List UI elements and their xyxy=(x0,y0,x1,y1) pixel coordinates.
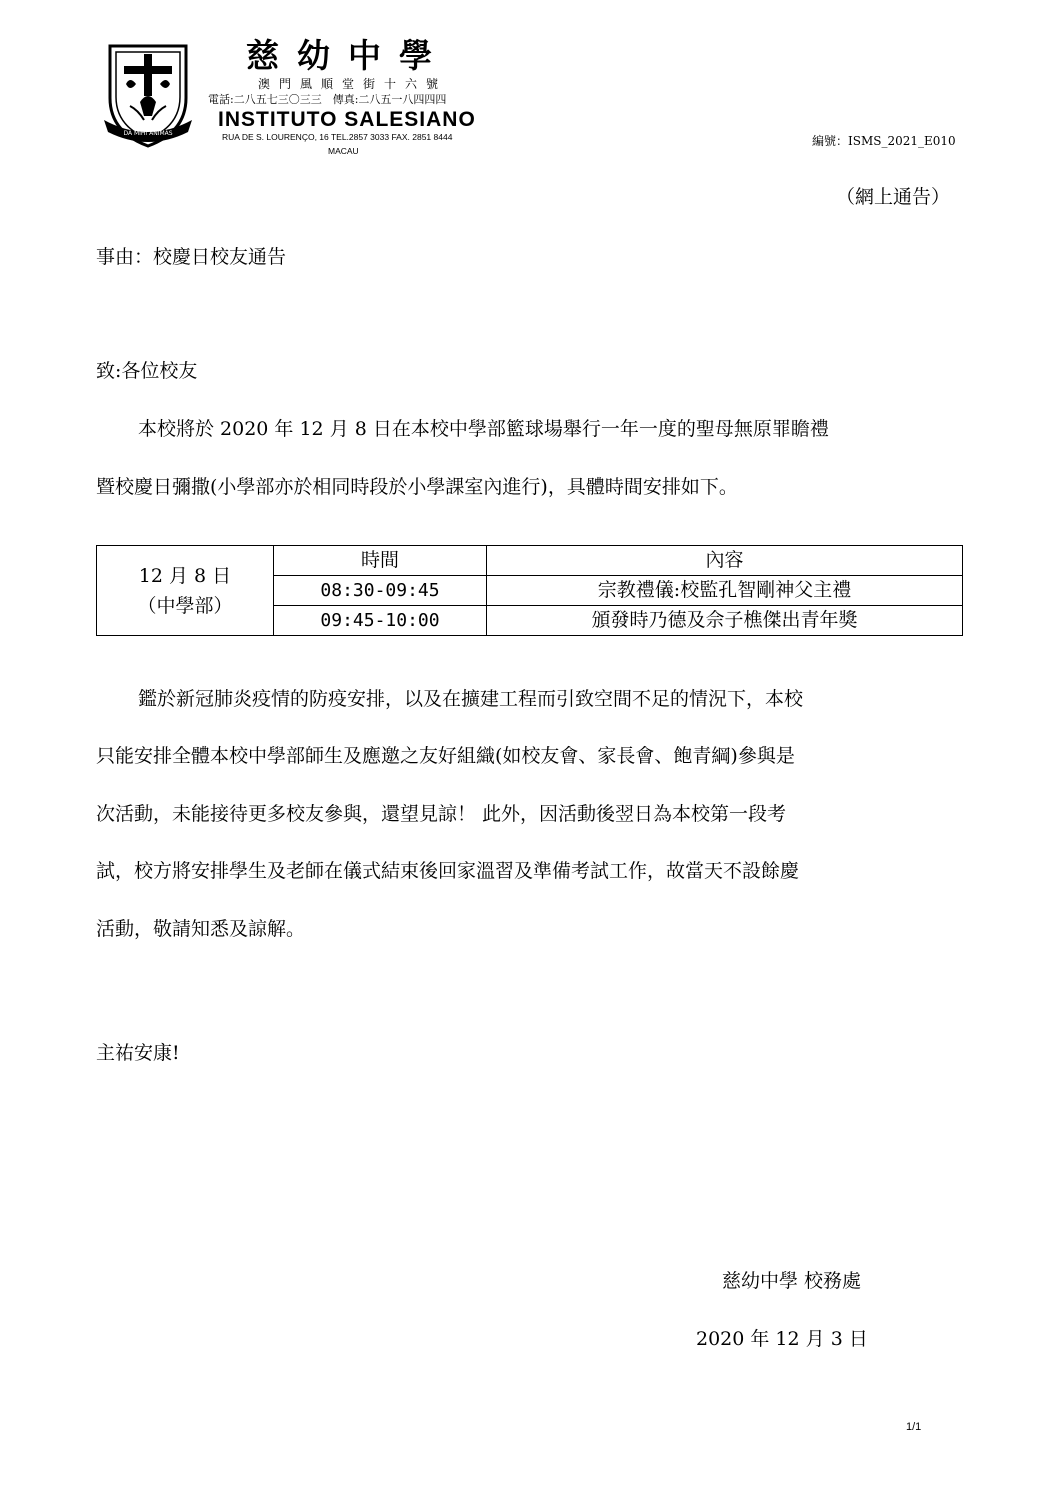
notice-type: （網上通告） xyxy=(836,186,951,208)
paragraph-2-line-2: 只能安排全體本校中學部師生及應邀之友好組織(如校友會、家長會、飽青綱)參與是 xyxy=(96,745,795,767)
paragraph-2-line-4: 試，校方將安排學生及老師在儀式結束後回家溫習及準備考試工作，故當天不設餘慶 xyxy=(96,860,800,882)
table-header-row xyxy=(97,546,963,576)
svg-text:DA MIHI ANIMAS: DA MIHI ANIMAS xyxy=(123,130,173,137)
row-content: 宗教禮儀:校監孔智剛神父主禮 xyxy=(487,576,963,606)
date-cell xyxy=(97,546,274,636)
header-content: 內容 xyxy=(487,546,963,576)
schedule-table xyxy=(96,545,963,636)
notice-subject: 事由：校慶日校友通告 xyxy=(96,246,287,268)
paragraph-2-line-5: 活動，敬請知悉及諒解。 xyxy=(96,918,306,940)
paragraph-1-line-1: 本校將於 2020 年 12 月 8 日在本校中學部籃球場舉行一年一度的聖母無原罪瞻禮 xyxy=(138,418,829,440)
paragraph-1-line-2: 暨校慶日彌撒(小學部亦於相同時段於小學課室內進行)，具體時間安排如下。 xyxy=(96,476,738,498)
closing-blessing: 主祐安康! xyxy=(96,1042,180,1064)
paragraph-2-line-1: 鑑於新冠肺炎疫情的防疫安排，以及在擴建工程而引致空間不足的情況下，本校 xyxy=(138,688,804,710)
school-city-english: MACAU xyxy=(328,146,359,156)
salutation: 致:各位校友 xyxy=(96,360,198,382)
school-name-english: INSTITUTO SALESIANO xyxy=(218,108,476,131)
paragraph-2-line-3: 次活動，未能接待更多校友參與，還望見諒！ 此外，因活動後翌日為本校第一段考 xyxy=(96,803,787,825)
row-time: 09:45-10:00 xyxy=(274,606,487,636)
row-content: 頒發時乃德及佘子樵傑出青年獎 xyxy=(487,606,963,636)
page-number: 1/1 xyxy=(906,1421,922,1433)
school-address-english: RUA DE S. LOURENÇO, 16 TEL.2857 3033 FAX. 2851 8444 xyxy=(222,132,453,142)
school-name-chinese: 慈幼中學 xyxy=(246,36,450,75)
header-time: 時間 xyxy=(274,546,487,576)
school-crest-logo xyxy=(100,40,196,150)
school-contact-chinese: 電話:二八五七三〇三三 傳真:二八五一八四四四 xyxy=(208,93,447,106)
issue-date: 2020 年 12 月 3 日 xyxy=(696,1328,868,1350)
date-cell-date: 12 月 8 日 xyxy=(138,564,232,587)
signature: 慈幼中學 校務處 xyxy=(722,1270,862,1292)
row-time: 08:30-09:45 xyxy=(274,576,487,606)
school-address-chinese: 澳門風順堂街十六號 xyxy=(258,77,448,91)
date-cell-section: （中學部） xyxy=(137,594,233,617)
reference-number: 編號：ISMS_2021_E010 xyxy=(812,134,956,148)
